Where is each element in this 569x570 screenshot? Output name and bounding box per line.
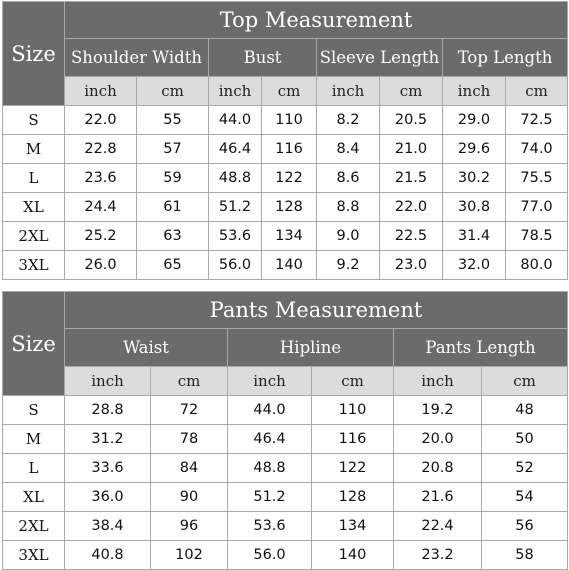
unit-label: cm [151, 367, 228, 396]
table-cell: 56 [482, 512, 568, 541]
size-label: 3XL [3, 541, 65, 570]
top-col-top-length: Top Length [443, 39, 568, 77]
table-cell: 22.8 [65, 135, 137, 164]
table-row [3, 454, 568, 483]
table-cell: 26.0 [65, 251, 137, 280]
unit-label: inch [394, 367, 482, 396]
table-cell: 48 [482, 396, 568, 425]
pants-col-hipline: Hipline [228, 329, 394, 367]
table-row [3, 251, 568, 280]
table-cell: 59 [137, 164, 209, 193]
unit-label: cm [312, 367, 394, 396]
unit-label: inch [228, 367, 312, 396]
table-cell: 33.6 [65, 454, 151, 483]
unit-label: cm [262, 77, 317, 106]
table-cell: 36.0 [65, 483, 151, 512]
pants-size-header: Size [3, 292, 65, 396]
table-cell: 8.4 [317, 135, 380, 164]
table-row [3, 222, 568, 251]
table-cell: 72 [151, 396, 228, 425]
table-cell: 46.4 [209, 135, 262, 164]
table-cell: 78.5 [506, 222, 568, 251]
pants-measurement-table [2, 291, 568, 570]
table-cell: 22.5 [380, 222, 443, 251]
table-cell: 46.4 [228, 425, 312, 454]
table-cell: 74.0 [506, 135, 568, 164]
table-cell: 116 [262, 135, 317, 164]
table-cell: 23.0 [380, 251, 443, 280]
pants-col-pants-length: Pants Length [394, 329, 568, 367]
table-cell: 9.2 [317, 251, 380, 280]
unit-label: inch [317, 77, 380, 106]
table-row [3, 512, 568, 541]
table-cell: 21.0 [380, 135, 443, 164]
size-label: XL [3, 483, 65, 512]
table-cell: 61 [137, 193, 209, 222]
pants-table-body [3, 396, 568, 570]
unit-label: cm [482, 367, 568, 396]
table-cell: 65 [137, 251, 209, 280]
table-cell: 8.8 [317, 193, 380, 222]
table-cell: 96 [151, 512, 228, 541]
table-cell: 21.6 [394, 483, 482, 512]
table-cell: 58 [482, 541, 568, 570]
table-row [3, 164, 568, 193]
table-cell: 23.6 [65, 164, 137, 193]
table-cell: 80.0 [506, 251, 568, 280]
pants-col-waist: Waist [65, 329, 228, 367]
top-size-header: Size [3, 2, 65, 106]
table-cell: 31.4 [443, 222, 506, 251]
table-cell: 48.8 [209, 164, 262, 193]
table-cell: 122 [312, 454, 394, 483]
table-cell: 57 [137, 135, 209, 164]
unit-label: cm [137, 77, 209, 106]
table-cell: 140 [312, 541, 394, 570]
table-cell: 72.5 [506, 106, 568, 135]
table-cell: 20.5 [380, 106, 443, 135]
size-label: S [3, 396, 65, 425]
unit-label: cm [506, 77, 568, 106]
table-cell: 54 [482, 483, 568, 512]
table-cell: 51.2 [209, 193, 262, 222]
table-cell: 84 [151, 454, 228, 483]
unit-label: inch [65, 77, 137, 106]
table-cell: 22.4 [394, 512, 482, 541]
unit-label: cm [380, 77, 443, 106]
table-cell: 56.0 [228, 541, 312, 570]
table-cell: 128 [262, 193, 317, 222]
top-unit-row [3, 77, 568, 106]
pants-unit-row [3, 367, 568, 396]
table-row [3, 193, 568, 222]
table-cell: 140 [262, 251, 317, 280]
table-cell: 25.2 [65, 222, 137, 251]
table-cell: 116 [312, 425, 394, 454]
table-cell: 134 [312, 512, 394, 541]
table-cell: 56.0 [209, 251, 262, 280]
size-label: S [3, 106, 65, 135]
table-cell: 8.6 [317, 164, 380, 193]
pants-table-title: Pants Measurement [65, 292, 568, 329]
table-cell: 9.0 [317, 222, 380, 251]
table-row [3, 425, 568, 454]
table-cell: 52 [482, 454, 568, 483]
size-label: L [3, 454, 65, 483]
table-cell: 20.0 [394, 425, 482, 454]
table-cell: 110 [262, 106, 317, 135]
table-cell: 8.2 [317, 106, 380, 135]
size-label: 2XL [3, 512, 65, 541]
table-row [3, 396, 568, 425]
size-label: M [3, 135, 65, 164]
table-cell: 44.0 [228, 396, 312, 425]
size-label: 3XL [3, 251, 65, 280]
table-row [3, 135, 568, 164]
top-col-bust: Bust [209, 39, 317, 77]
table-cell: 134 [262, 222, 317, 251]
table-row [3, 483, 568, 512]
table-cell: 122 [262, 164, 317, 193]
table-cell: 29.6 [443, 135, 506, 164]
table-cell: 78 [151, 425, 228, 454]
table-cell: 90 [151, 483, 228, 512]
unit-label: inch [65, 367, 151, 396]
size-label: XL [3, 193, 65, 222]
top-col-sleeve-length: Sleeve Length [317, 39, 443, 77]
table-row [3, 106, 568, 135]
size-label: M [3, 425, 65, 454]
table-cell: 50 [482, 425, 568, 454]
table-cell: 110 [312, 396, 394, 425]
table-cell: 63 [137, 222, 209, 251]
table-cell: 22.0 [65, 106, 137, 135]
table-cell: 102 [151, 541, 228, 570]
table-cell: 75.5 [506, 164, 568, 193]
table-cell: 29.0 [443, 106, 506, 135]
top-table-title: Top Measurement [65, 2, 568, 39]
table-cell: 51.2 [228, 483, 312, 512]
table-cell: 77.0 [506, 193, 568, 222]
size-label: 2XL [3, 222, 65, 251]
top-measurement-table [2, 1, 568, 280]
table-cell: 30.8 [443, 193, 506, 222]
table-cell: 28.8 [65, 396, 151, 425]
table-cell: 53.6 [209, 222, 262, 251]
table-cell: 30.2 [443, 164, 506, 193]
table-cell: 53.6 [228, 512, 312, 541]
table-cell: 32.0 [443, 251, 506, 280]
table-cell: 55 [137, 106, 209, 135]
table-cell: 24.4 [65, 193, 137, 222]
size-label: L [3, 164, 65, 193]
table-cell: 38.4 [65, 512, 151, 541]
table-cell: 21.5 [380, 164, 443, 193]
table-cell: 128 [312, 483, 394, 512]
table-cell: 19.2 [394, 396, 482, 425]
table-cell: 20.8 [394, 454, 482, 483]
unit-label: inch [209, 77, 262, 106]
table-row [3, 541, 568, 570]
table-cell: 48.8 [228, 454, 312, 483]
table-cell: 40.8 [65, 541, 151, 570]
table-cell: 23.2 [394, 541, 482, 570]
top-col-shoulder-width: Shoulder Width [65, 39, 209, 77]
table-cell: 44.0 [209, 106, 262, 135]
top-table-body [3, 106, 568, 280]
table-cell: 31.2 [65, 425, 151, 454]
table-cell: 22.0 [380, 193, 443, 222]
unit-label: inch [443, 77, 506, 106]
